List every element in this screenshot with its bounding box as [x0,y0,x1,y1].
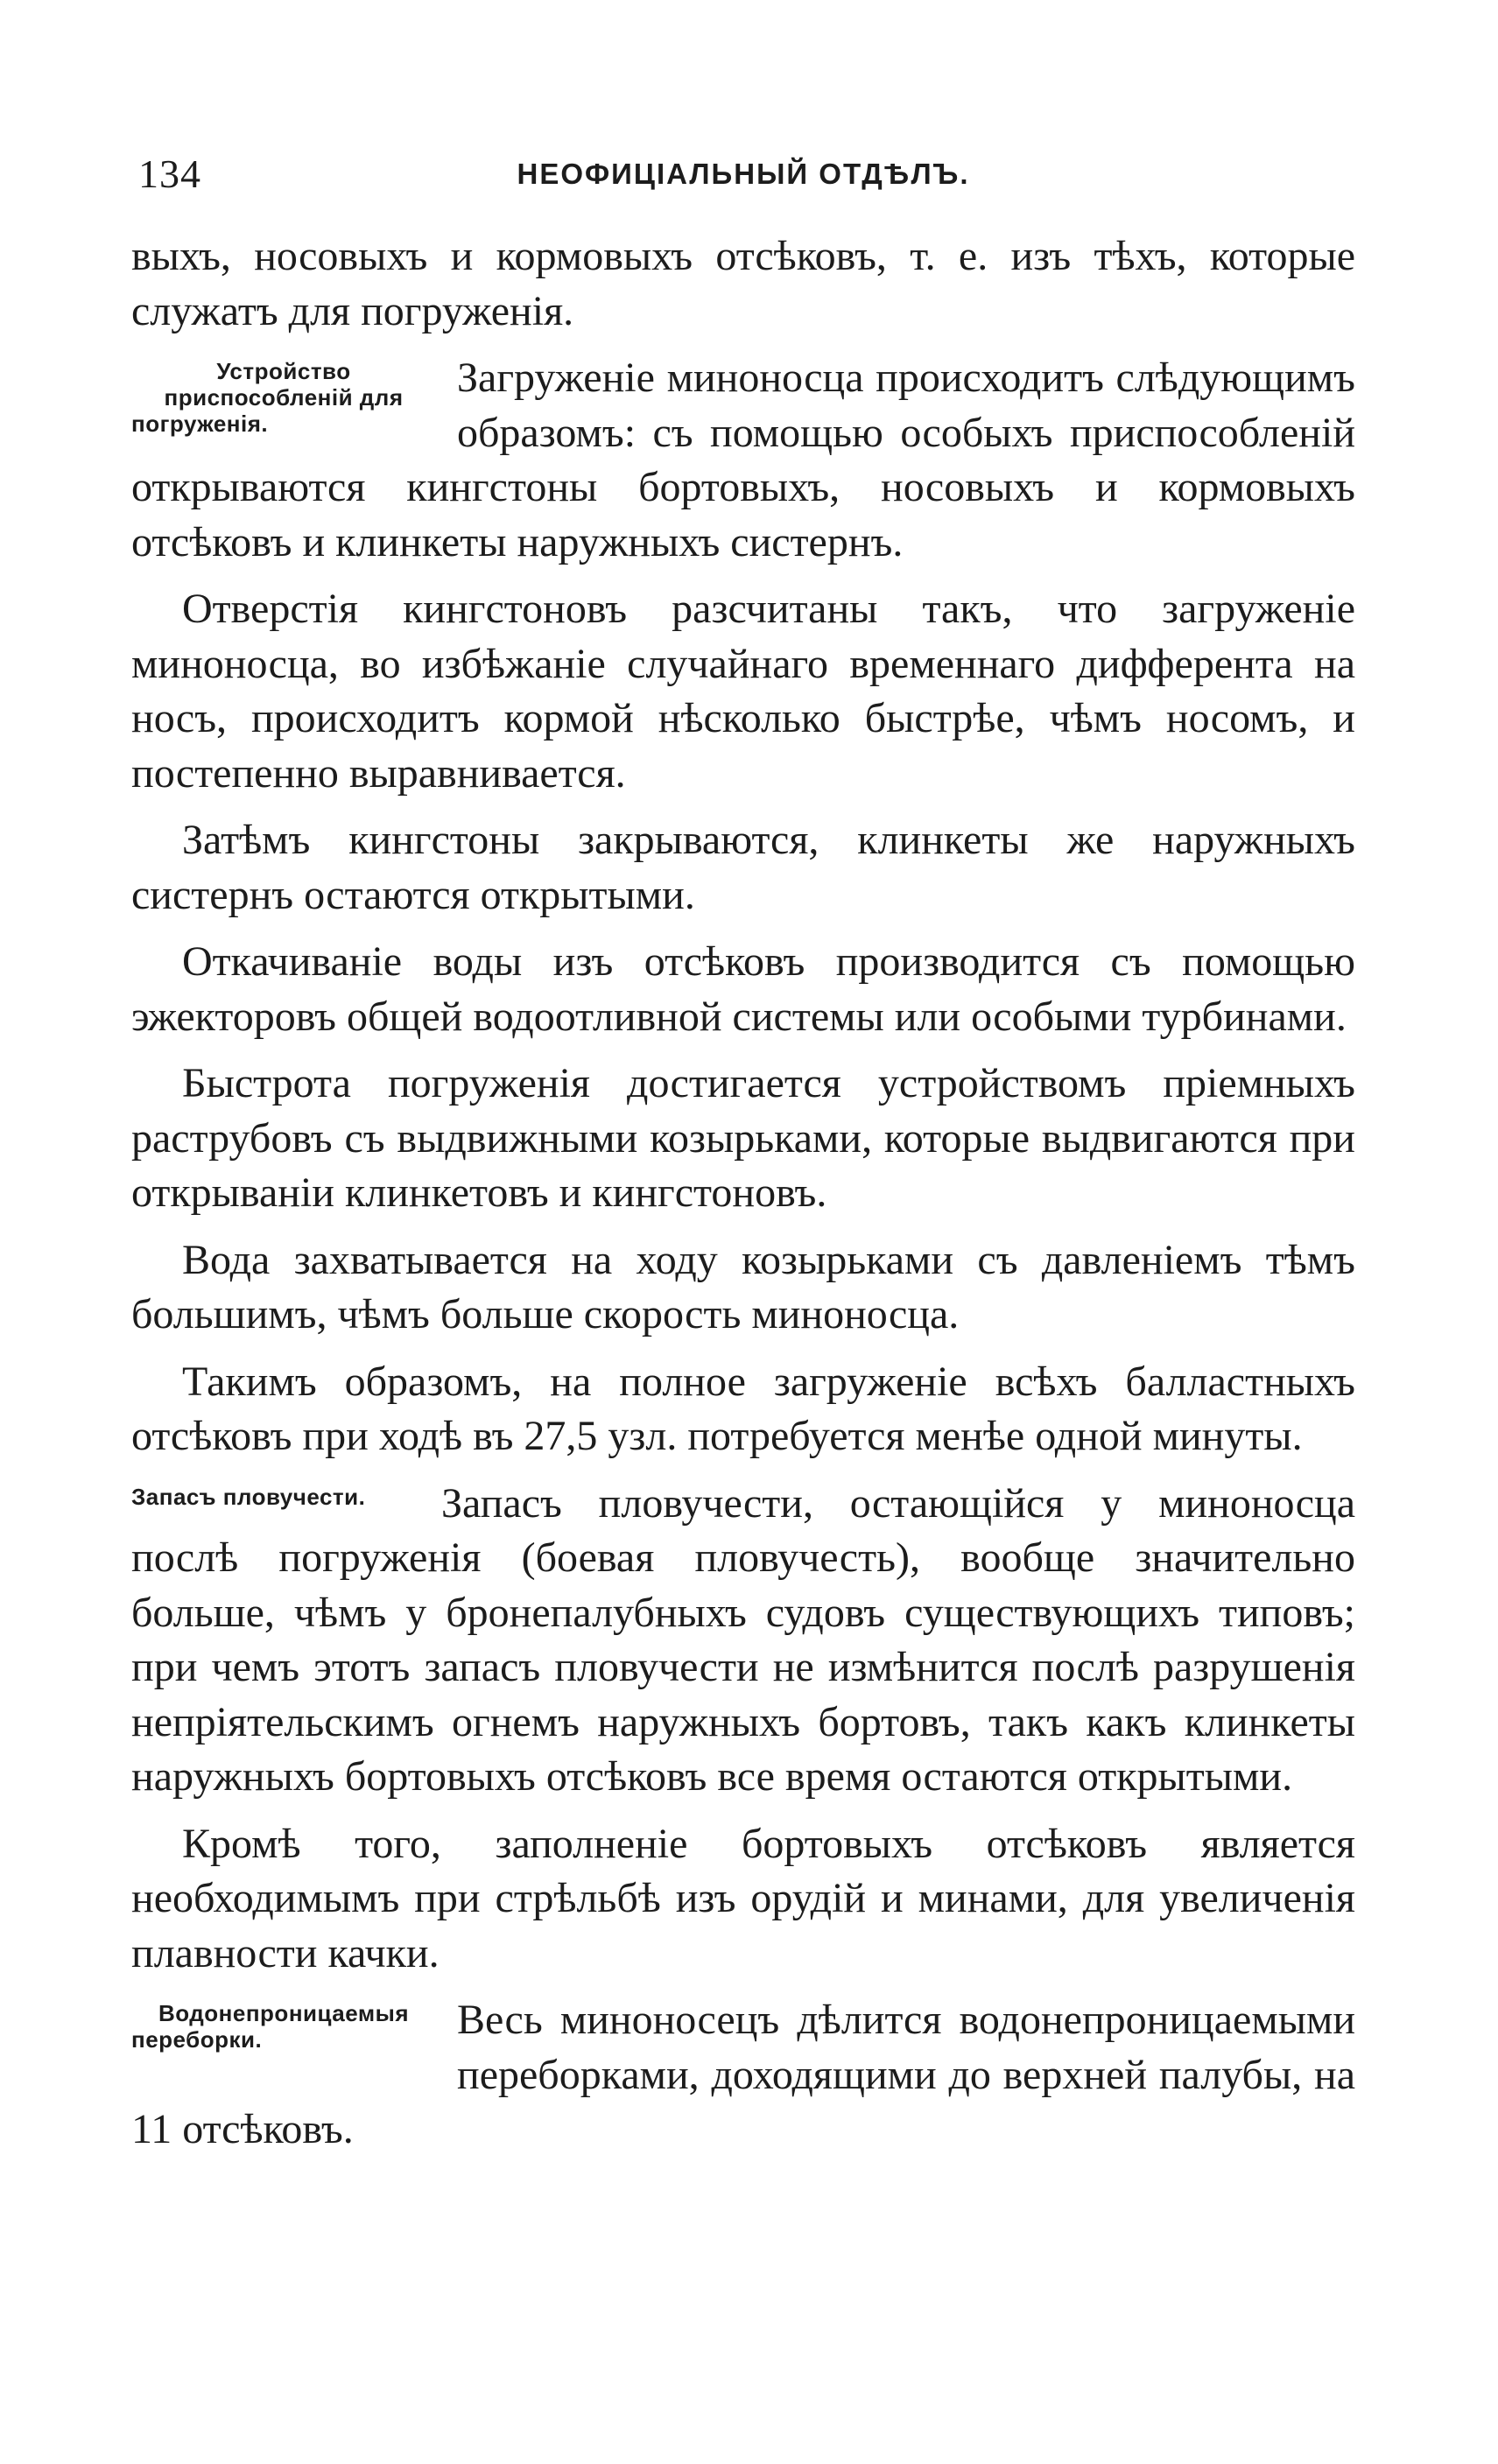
side-note-submersion-devices: Устройство приспособленій для погруженія. [131,358,404,437]
paragraph-continuation: выхъ, носовыхъ и кормовыхъ отсѣковъ, т. е. изъ тѣхъ, которые служатъ для погруженія. [131,233,1355,334]
paragraph-side-compartments: Кромѣ того, заполненіе бортовыхъ отсѣковъ является необходимымъ при стрѣльбѣ изъ орудій и минами, для увеличенія плавности качки. [131,1820,1355,1976]
page-number: 134 [138,151,201,196]
body-text [131,229,1355,2158]
paragraph-buoyancy-reserve [131,1477,1355,1805]
page-header [131,140,1355,201]
paragraph-bulkheads [131,1993,1355,2158]
paragraph-kingstons-closed: Затѣмъ кингстоны закрываются, клинкеты же наружныхъ систернъ остаются открытыми. [131,817,1355,918]
book-page [131,140,1355,2170]
paragraph-pumping-out: Откачиваніе воды изъ отсѣковъ производится съ помощью эжекторовъ общей водоотливной системы или особыми турбинами. [131,938,1355,1040]
running-head: НЕОФИЦІАЛЬНЫЙ ОТДѢЛЪ. [517,158,970,190]
paragraph-submersion-speed: Быстрота погруженія достигается устройствомъ пріемныхъ раструбовъ съ выдвижными козырьками, которые выдвигаются при открываніи клинкетовъ и кингстоновъ. [131,1060,1355,1216]
side-note-buoyancy-reserve: Запасъ пловучести. [131,1483,366,1510]
side-note-bulkheads: Водонепроницаемыя переборки. [131,2000,409,2053]
paragraph-loading-time: Такимъ образомъ, на полное загруженіе всѣхъ балластныхъ отсѣковъ при ходѣ въ 27,5 узл. потребуется менѣе одной минуты. [131,1358,1355,1459]
paragraph-text: Запасъ пловучести, остающійся у миноносца послѣ погруженія (боевая пловучесть), вообще значительно больше, чѣмъ у бронепалубныхъ судовъ существующихъ типовъ; при чемъ этотъ запасъ пловучести не измѣнится послѣ разрушенія непріятельскимъ огнемъ наружныхъ бортовъ, такъ какъ клинкеты наружныхъ бортовыхъ отсѣковъ все время остаются открытыми. [131,1479,1355,1800]
paragraph-text: Весь миноносецъ дѣлится водонепроницаемыми переборками, доходящими до верхней палубы, на 11 отсѣковъ. [131,1997,1355,2152]
paragraph-water-intake: Вода захватывается на ходу козырьками съ давленіемъ тѣмъ большимъ, чѣмъ больше скорость миноносца. [131,1236,1355,1337]
paragraph-kingston-openings: Отверстія кингстоновъ разсчитаны такъ, что загруженіе миноносца, во избѣжаніе случайнаго временнаго дифферента на носъ, происходитъ кормой нѣсколько быстрѣе, чѣмъ носомъ, и постепенно выравнивается. [131,586,1355,797]
paragraph-text: Загруженіе миноносца происходитъ слѣдующимъ образомъ: съ помощью особыхъ приспособленій открываются кингстоны бортовыхъ, носовыхъ и кормовыхъ отсѣковъ и клинкеты наружныхъ систернъ. [131,355,1355,565]
paragraph-submersion-devices [131,351,1355,570]
